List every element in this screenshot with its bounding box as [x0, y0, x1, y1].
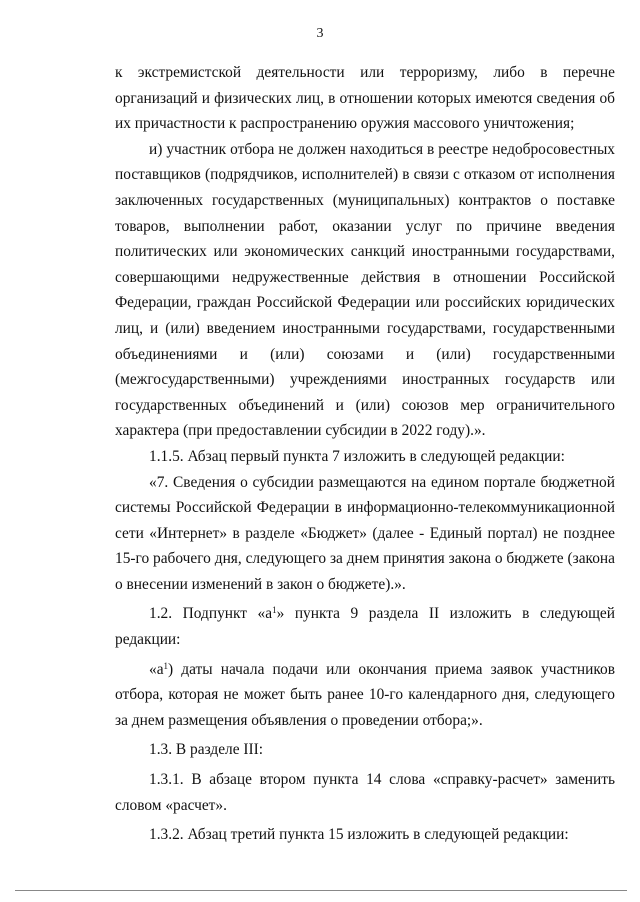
paragraph-extremism-list: к экстремистской деятельности или терроризму, либо в перечне организаций и физических лиц, в отношении которых имеются сведения об их причастности к распространению оружия массового уничтожения; — [115, 64, 615, 133]
paragraph-1-3-2: 1.3.2. Абзац третий пункта 15 изложить в следующей редакции: — [149, 826, 569, 844]
superscript: 1 — [272, 605, 277, 616]
paragraph-1-2-part1: 1.2. Подпункт «а — [149, 605, 273, 623]
page-bottom-rule — [15, 890, 627, 891]
page-number: 3 — [316, 26, 324, 41]
document-body — [115, 60, 615, 848]
paragraph-point-7: «7. Сведения о субсидии размещаются на едином портале бюджетной системы Российской Федерации в информационно-телекоммуникационной сети «Интернет» в разделе «Бюджет» (далее - Единый портал) не позднее 15-го рабочего дня, следующего за днем принятия закона о бюджете (закона о внесении изменений в закон о бюджете).». — [115, 473, 615, 593]
paragraph-1-3: 1.3. В разделе III: — [149, 741, 264, 759]
superscript: 1 — [163, 660, 169, 671]
paragraph-1-1-5: 1.1.5. Абзац первый пункта 7 изложить в следующей редакции: — [149, 447, 565, 465]
paragraph-a1-part1: «а — [149, 660, 164, 678]
paragraph-1-2 — [115, 601, 615, 652]
paragraph-a1-part2: ) даты начала подачи или окончания приема заявок участников отбора, которая не может быть ранее 10-го календарного дня, следующего за днем размещения объявления о проведении отбора;». — [115, 660, 615, 729]
paragraph-subitem-a1 — [115, 657, 615, 734]
paragraph-item-i: и) участник отбора не должен находиться в реестре недобросовестных поставщиков (подрядчиков, исполнителей) в связи с отказом от исполнения заключенных государственных (муниципальных) контрактов о поставке товаров, выполнении работ, оказании услуг по причине введения политических или экономических санкций иностранными государствами, совершающими недружественные действия в отношении Российской Федерации, граждан Российской Федерации или российских юридических лиц, и (или) введением иностранными государствами, государственными объединениями и (или) союзами и (или) государственными (межгосударственными) учреждениями иностранных государств или государственных объединений и (или) союзов мер ограничительного характера (при предоставлении субсидии в 2022 году).». — [115, 140, 615, 440]
paragraph-1-2-part2: » пункта 9 раздела II изложить в следующей редакции: — [115, 605, 615, 649]
paragraph-1-3-1: 1.3.1. В абзаце втором пункта 14 слова «справку-расчет» заменить словом «расчет». — [115, 771, 615, 814]
